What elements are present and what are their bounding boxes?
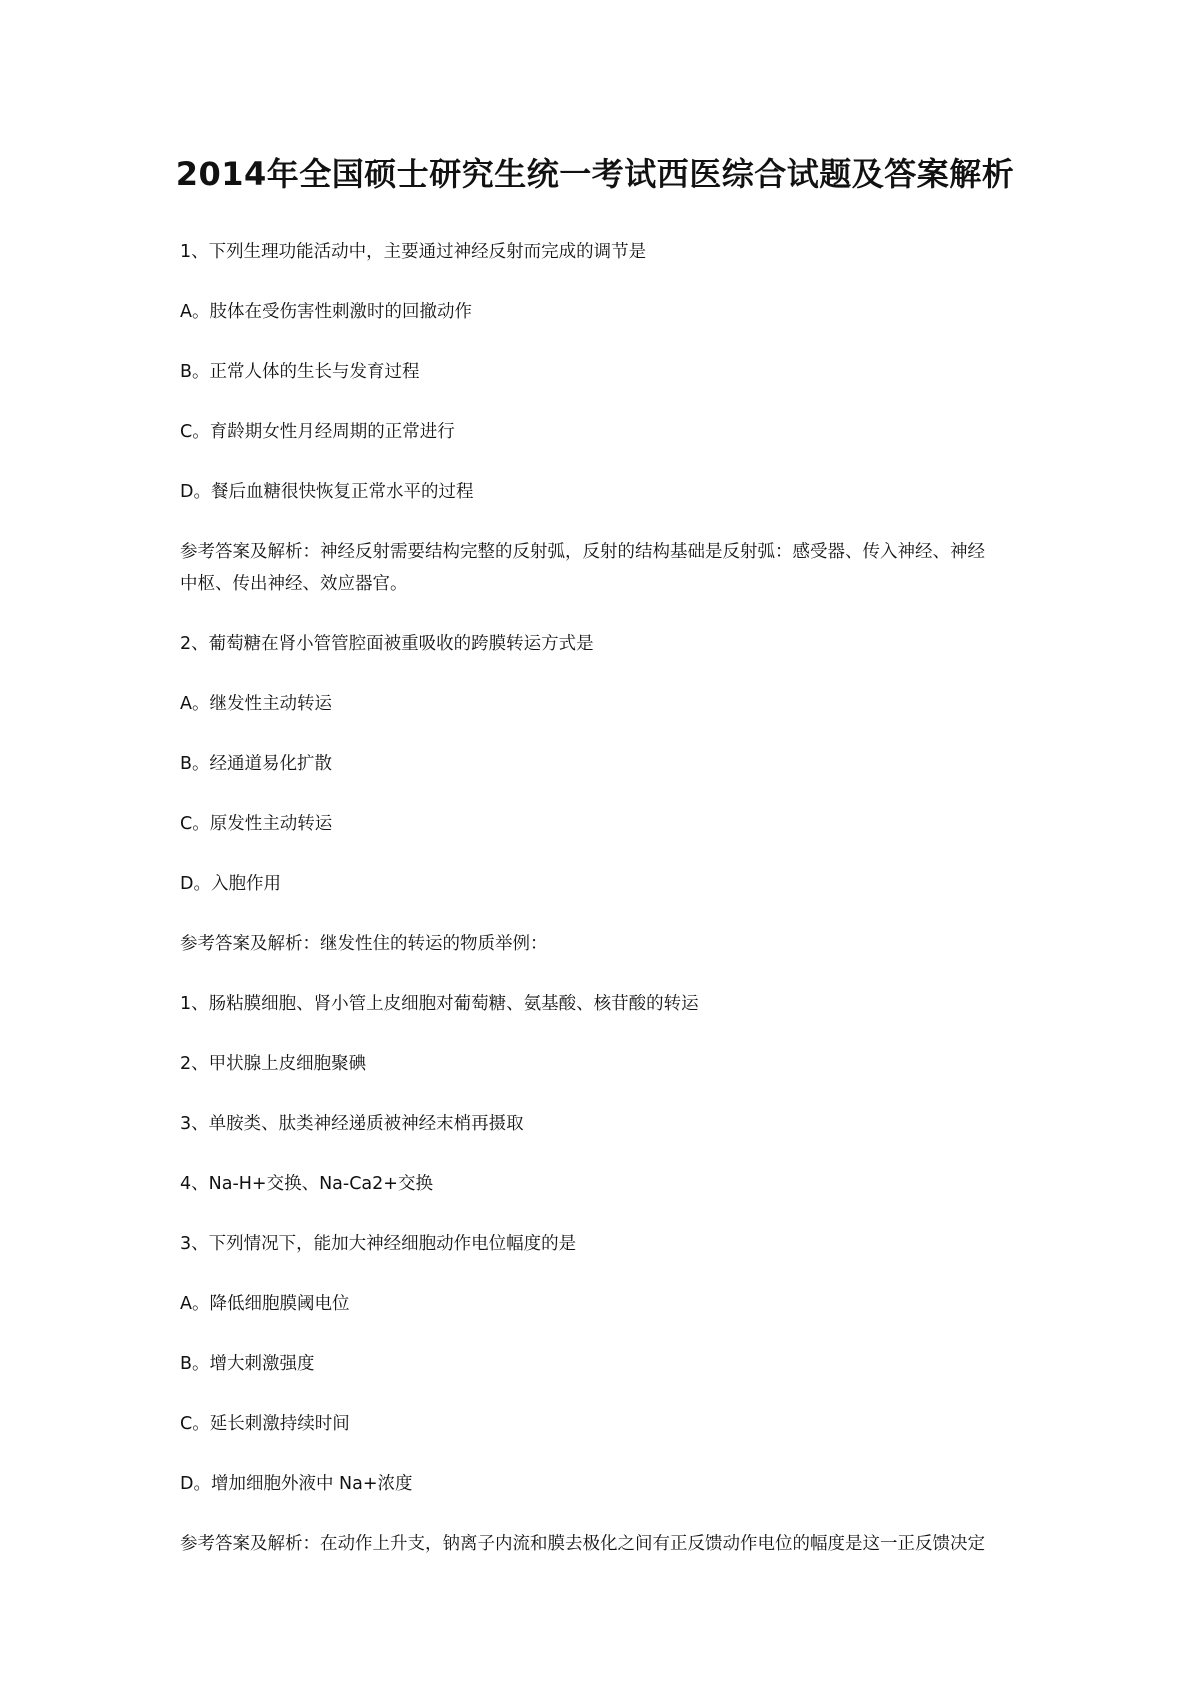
question-1: 1、下列生理功能活动中，主要通过神经反射而完成的调节是 bbox=[180, 242, 647, 262]
option-1d: D。餐后血糖很快恢复正常水平的过程 bbox=[180, 482, 474, 502]
answer-1-line-2: 中枢、传出神经、效应器官。 bbox=[180, 574, 408, 594]
answer-1-line-1: 参考答案及解析：神经反射需要结构完整的反射弧，反射的结构基础是反射弧：感受器、传入神经、神经 bbox=[180, 542, 985, 562]
option-1a: A。肢体在受伤害性刺激时的回撤动作 bbox=[180, 302, 472, 322]
option-3b: B。增大刺激强度 bbox=[180, 1354, 315, 1374]
answer-3-line-1: 参考答案及解析：在动作上升支，钠离子内流和膜去极化之间有正反馈动作电位的幅度是这一正反馈决定 bbox=[180, 1534, 985, 1554]
option-3d: D。增加细胞外液中 Na+浓度 bbox=[180, 1474, 413, 1494]
option-1b: B。正常人体的生长与发育过程 bbox=[180, 362, 420, 382]
answer-2-item-4: 4、Na-H+交换、Na-Ca2+交换 bbox=[180, 1174, 433, 1194]
answer-2-heading: 参考答案及解析：继发性住的转运的物质举例： bbox=[180, 934, 548, 954]
option-2d: D。入胞作用 bbox=[180, 874, 281, 894]
answer-2-item-2: 2、甲状腺上皮细胞聚碘 bbox=[180, 1054, 367, 1074]
answer-2-item-1: 1、肠粘膜细胞、肾小管上皮细胞对葡萄糖、氨基酸、核苷酸的转运 bbox=[180, 994, 699, 1014]
option-2c: C。原发性主动转运 bbox=[180, 814, 333, 834]
option-3a: A。降低细胞膜阈电位 bbox=[180, 1294, 350, 1314]
option-2b: B。经通道易化扩散 bbox=[180, 754, 333, 774]
question-3: 3、下列情况下，能加大神经细胞动作电位幅度的是 bbox=[180, 1234, 577, 1254]
option-3c: C。延长刺激持续时间 bbox=[180, 1414, 350, 1434]
option-2a: A。继发性主动转运 bbox=[180, 694, 332, 714]
document-title: 2014年全国硕士研究生统一考试西医综合试题及答案解析 bbox=[175, 155, 1015, 193]
answer-2-item-3: 3、单胺类、肽类神经递质被神经末梢再摄取 bbox=[180, 1114, 524, 1134]
option-1c: C。育龄期女性月经周期的正常进行 bbox=[180, 422, 455, 442]
question-2: 2、葡萄糖在肾小管管腔面被重吸收的跨膜转运方式是 bbox=[180, 634, 594, 654]
